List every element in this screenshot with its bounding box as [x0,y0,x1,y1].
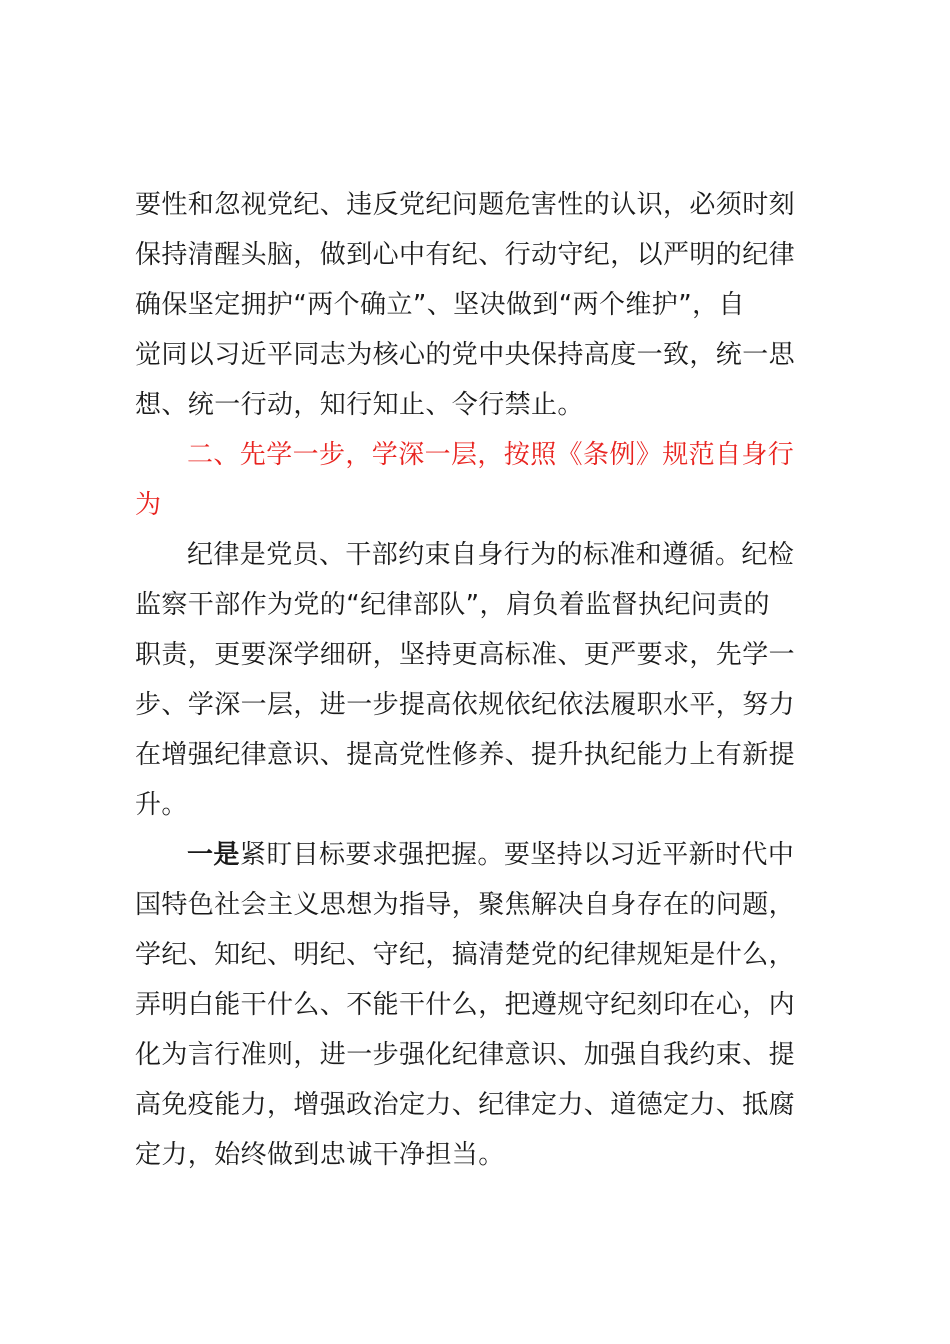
paragraph-line: 觉同以习近平同志为核心的党中央保持高度一致，统一思 [135,340,796,370]
paragraph-line: 保持清醒头脑，做到心中有纪、行动守纪，以严明的纪律 [135,240,796,270]
paragraph-line: 确保坚定拥护“两个确立”、坚决做到“两个维护”，自 [135,290,745,320]
paragraph-line: 想、统一行动，知行知止、令行禁止。 [135,390,584,420]
paragraph-line: 在增强纪律意识、提高党性修养、提升执纪能力上有新提 [135,740,796,770]
paragraph-line: 国特色社会主义思想为指导，聚焦解决自身存在的问题， [135,890,796,920]
paragraph-discipline-awareness [135,180,835,430]
paragraph-line [135,830,835,880]
lead-label: 一是 [187,840,240,870]
section-heading-two [135,430,835,530]
paragraph-line: 高免疫能力，增强政治定力、纪律定力、道德定力、抵腐 [135,1090,796,1120]
heading-line: 为 [135,490,162,520]
paragraph-first-point [135,830,835,1180]
paragraph-line: 定力，始终做到忠诚干净担当。 [135,1140,505,1170]
paragraph-line: 升。 [135,790,188,820]
paragraph-line: 纪律是党员、干部约束自身行为的标准和遵循。纪检 [187,540,795,570]
lead-text: 紧盯目标要求强把握。要坚持以习近平新时代中 [239,840,795,870]
paragraph-line: 步、学深一层，进一步提高依规依纪依法履职水平，努力 [135,690,796,720]
paragraph-line: 学纪、知纪、明纪、守纪，搞清楚党的纪律规矩是什么， [135,940,796,970]
paragraph-discipline-standard [135,530,835,830]
heading-line: 二、先学一步，学深一层，按照《条例》规范自身行 [187,440,795,470]
paragraph-line: 监察干部作为党的“纪律部队”，肩负着监督执纪问责的 [135,590,770,620]
paragraph-line: 要性和忽视党纪、违反党纪问题危害性的认识，必须时刻 [135,190,796,220]
document-body [135,180,835,1180]
paragraph-line: 弄明白能干什么、不能干什么，把遵规守纪刻印在心，内 [135,990,796,1020]
paragraph-line: 职责，更要深学细研，坚持更高标准、更严要求，先学一 [135,640,796,670]
paragraph-line: 化为言行准则，进一步强化纪律意识、加强自我约束、提 [135,1040,796,1070]
